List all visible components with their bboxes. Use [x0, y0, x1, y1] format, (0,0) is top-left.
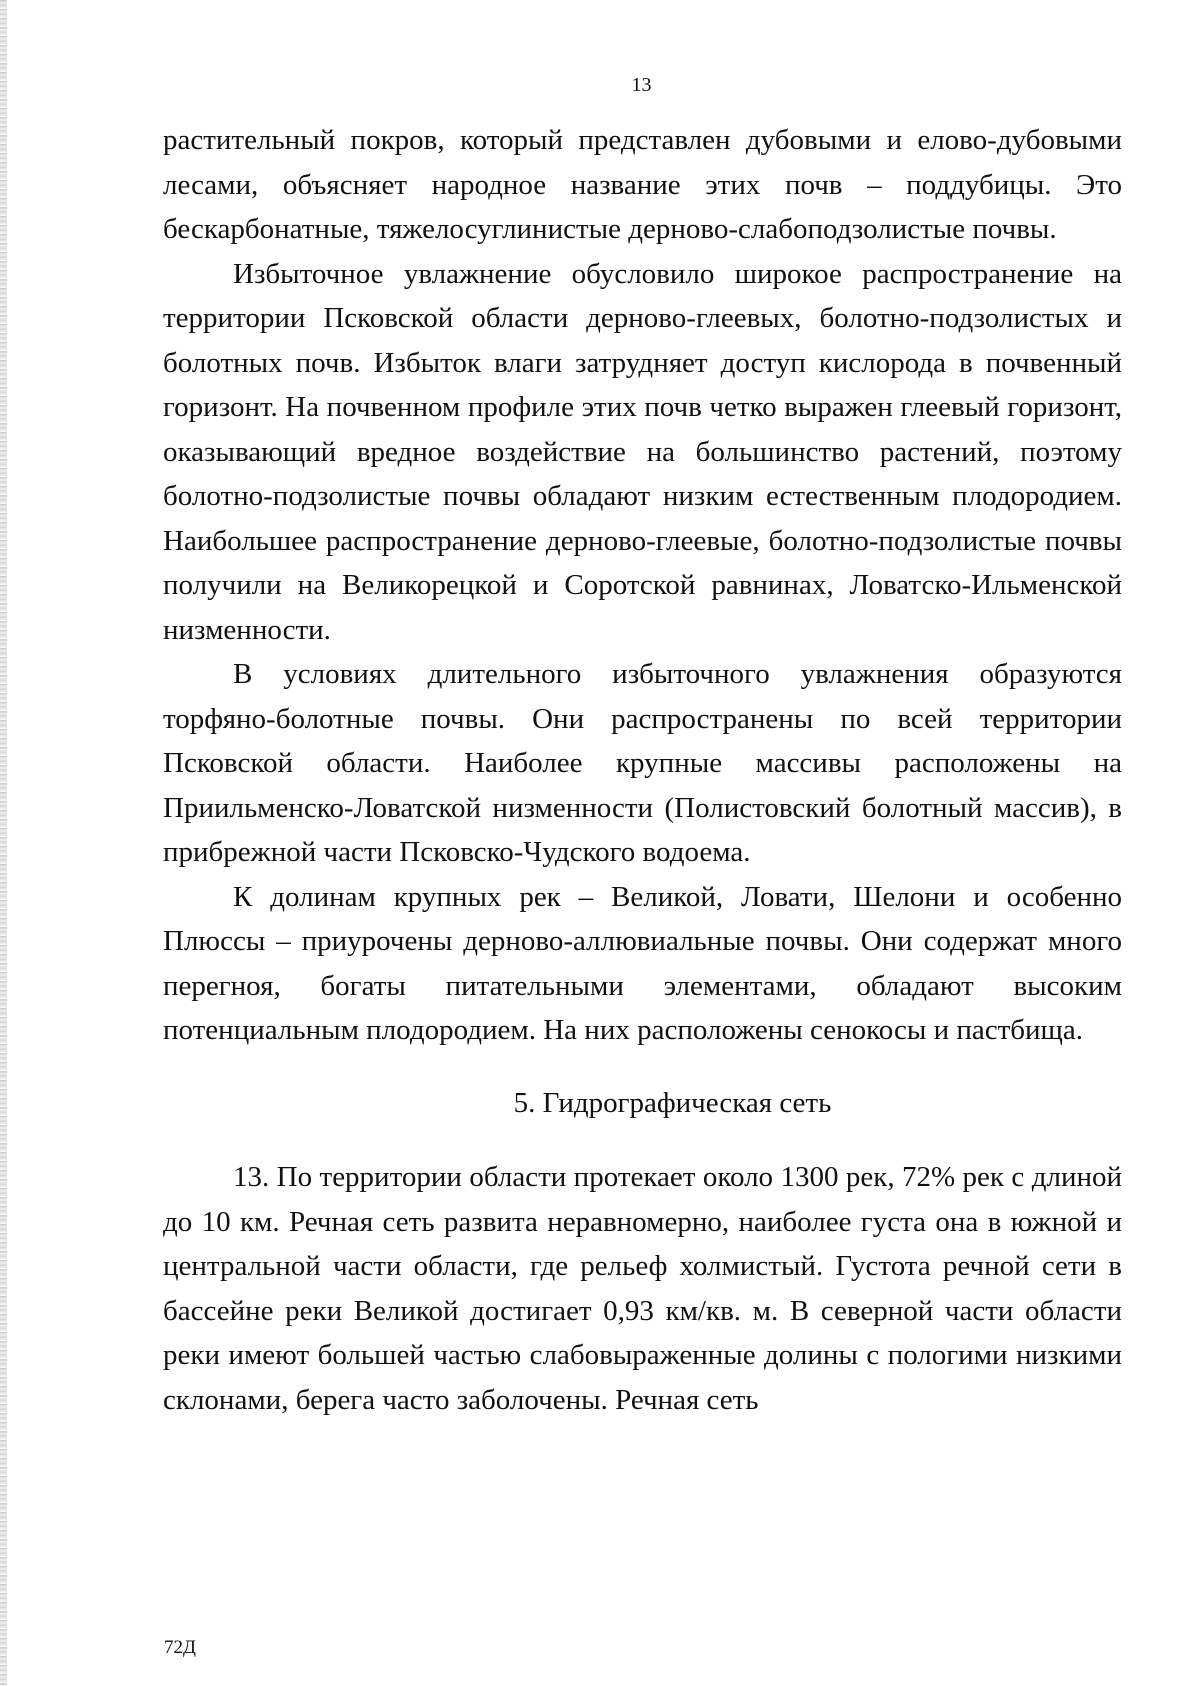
page-number: 13	[631, 74, 652, 96]
page-body	[163, 118, 1122, 1422]
section-heading: 5. Гидрографическая сеть	[513, 1086, 832, 1119]
scan-edge	[0, 0, 7, 1686]
paragraph-rivers: 13. По территории области протекает около 1300 рек, 72% рек с длиной до 10 км. Речная сеть развита неравномерно, наиболее густа она в южной и центральной части области, где рельеф холмистый. Густота речной сети в бассейне реки Великой достигает 0,93 км/кв. м. В северной части области реки имеют большей частью слабовыраженные долины с пологими низкими склонами, берега часто заболочены. Речная сеть	[163, 1161, 1122, 1416]
paragraph-peat-bog-soils: В условиях длительного избыточного увлажнения образуются торфяно-болотные почвы. Они распространены по всей территории Псковской области. Наиболее крупные массивы расположены на Приильменско-Ловатской низменности (Полистовский болотный массив), в прибрежной части Псковско-Чудского водоема.	[163, 658, 1122, 868]
paragraph-alluvial-soils: К долинам крупных рек – Великой, Ловати, Шелони и особенно Плюссы – приурочены дерново-аллювиальные почвы. Они содержат много перегноя, богаты питательными элементами, обладают высоким потенциальным плодородием. На них расположены сенокосы и пастбища.	[163, 880, 1122, 1046]
paragraph-soil-cover: растительный покров, который представлен дубовыми и елово-дубовыми лесами, объясняет народное название этих почв – поддубицы. Это бескарбонатные, тяжелосуглинистые дерново-слабоподзолистые почвы.	[163, 124, 1122, 245]
paragraph-excess-moisture: Избыточное увлажнение обусловило широкое распространение на территории Псковской области дерново-глеевых, болотно-подзолистых и болотных почв. Избыток влаги затрудняет доступ кислорода в почвенный горизонт. На почвенном профиле этих почв четко выражен глеевый горизонт, оказывающий вредное воздействие на большинство растений, поэтому болотно-подзолистые почвы обладают низким естественным плодородием. Наибольшее распространение дерново-глеевые, болотно-подзолистые почвы получили на Великорецкой и Соротской равнинах, Ловатско-Ильменской низменности.	[163, 257, 1122, 646]
footer-code: 72Д	[164, 1637, 196, 1658]
